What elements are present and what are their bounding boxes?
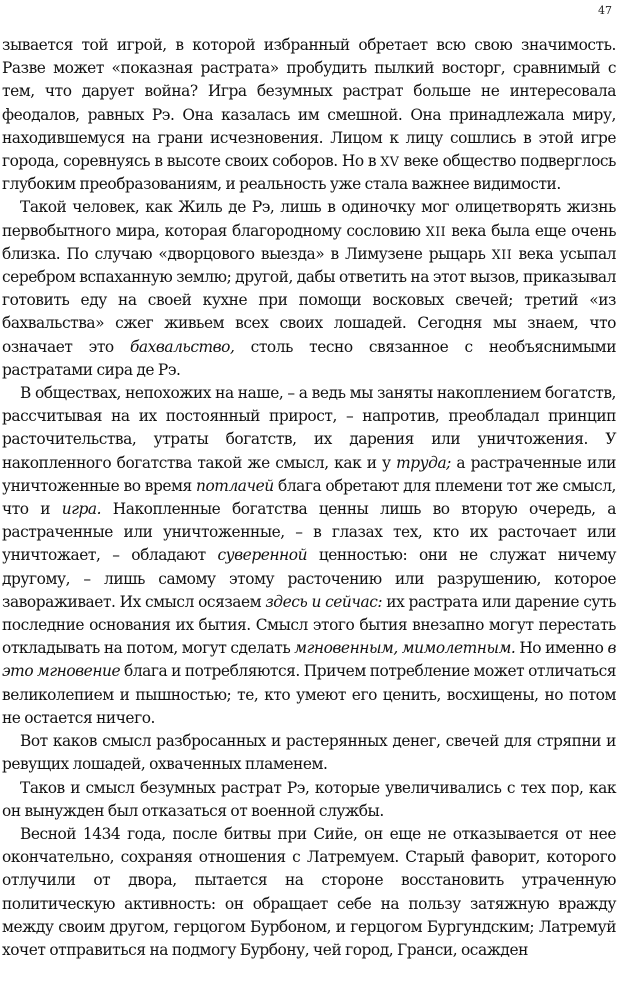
italic-run: в это мгновение <box>2 639 616 681</box>
italic-run: труда; <box>396 453 451 472</box>
paragraph-spring-1434 <box>2 823 616 962</box>
italic-run: потлачей <box>196 476 274 495</box>
text-run: зывается той игрой, в которой избранный обретает всю свою значимость. Разве может «показная растрата» пробудить пылкий восторг, сравнимый с тем, что дарует война? Игра безумных растрат больше не интересовала феодалов, равных Рэ. Она казалась им смешной. Она принадлежала миру, находившемуся на грани исчезновения. Лицом к лицу сошлись в этой игре города, соревнуясь в высоте своих соборов. Но в <box>2 36 616 171</box>
italic-run: мгновенным, мимолетным. <box>294 639 516 658</box>
text-run: Таков и смысл безумных растрат Рэ, которые увеличивались с тех пор, как он вынужден был отказаться от военной службы. <box>2 778 616 820</box>
text-run: Вот каков смысл разбросанных и растерянных денег, свечей для стряпни и ревущих лошадей, охваченных пламенем. <box>2 732 616 774</box>
text-run: Такой человек, как Жиль де Рэ, лишь в одиночку мог олицетворять жизнь первобытного мира, которая благородному сословию <box>2 198 616 240</box>
page-number: 47 <box>598 4 612 17</box>
italic-run: суверенной <box>217 546 308 565</box>
roman-numeral: XII <box>425 223 447 239</box>
italic-run: игра. <box>61 500 102 519</box>
text-run: веке общество подверглось глубоким преобразованиям, и реальность уже стала важнее видимости. <box>2 152 616 194</box>
roman-numeral: XII <box>491 246 513 262</box>
text-run: Весной 1434 года, после битвы при Сийе, он еще не отказывается от нее окончательно, сохраняя отношения с Латремуем. Старый фаворит, которого отлучили от двора, пытается на стороне восстановить утраченную политическую активность: он обращает себе на пользу затяжную вражду между своим другом, герцогом Бурбоном, и герцогом Бургундским; Латремуй хочет отправиться на подмогу Бурбону, чей город, Гранси, осажден <box>2 824 616 959</box>
text-run: их растрата или дарение суть последние основания их бытия. Смысл этого бытия внезапно могут перестать откладывать на потом, могут сделать <box>2 592 616 658</box>
text-run: века усыпал серебром вспаханную землю; другой, дабы ответить на этот вызов, приказывал готовить еду на своей кухне при помощи восковых свечей; третий «из бахвальства» сжег живьем всех своих лошадей. Сегодня мы знаем, что означает это <box>2 244 617 356</box>
paragraph-meaning <box>2 730 616 776</box>
text-run: ценностью: они не служат ничему другому, – лишь самому этому расточению или разрушению, которое завораживает. Их смысл осязаем <box>2 546 616 611</box>
roman-numeral: XV <box>380 154 400 170</box>
text-run: а растраченные или уничтоженные во время <box>2 453 616 495</box>
text-body <box>2 34 616 962</box>
text-run: Накопленные богатства ценны лишь во вторую очередь, а растраченные или уничтоженные, – в глазах тех, кто их расточает или уничтожает, – обладают <box>2 500 617 565</box>
italic-run: здесь и сейчас: <box>265 592 383 611</box>
paragraph-societies <box>2 382 616 730</box>
text-run: века была еще очень близка. По случаю «дворцового выезда» в Лимузене рыцарь <box>2 221 617 263</box>
text-run: Но именно <box>515 639 608 658</box>
text-run: блага обретают для племени тот же смысл, что и <box>2 476 616 519</box>
text-run: блага и потребляются. Причем потребление может отличаться великолепием и пышностью; те, кто умеют его ценить, восхищены, но потом не остается ничего. <box>2 662 616 727</box>
paragraph-continued <box>2 34 616 196</box>
paragraph-gilles-de-rais <box>2 196 616 382</box>
text-run: В обществах, непохожих на наше, – а ведь мы заняты накоплением богатств, рассчитывая на их постоянный прирост, – напротив, преобладал принцип расточительства, утраты богатств, их дарения или уничтожения. У накопленного богатства такой же смысл, как и у <box>2 384 616 472</box>
text-run: столь тесно связанное с необъяснимыми растратами сира де Рэ. <box>2 337 616 379</box>
italic-run: бахвальство, <box>129 337 235 356</box>
paragraph-rais-expenses <box>2 777 616 823</box>
